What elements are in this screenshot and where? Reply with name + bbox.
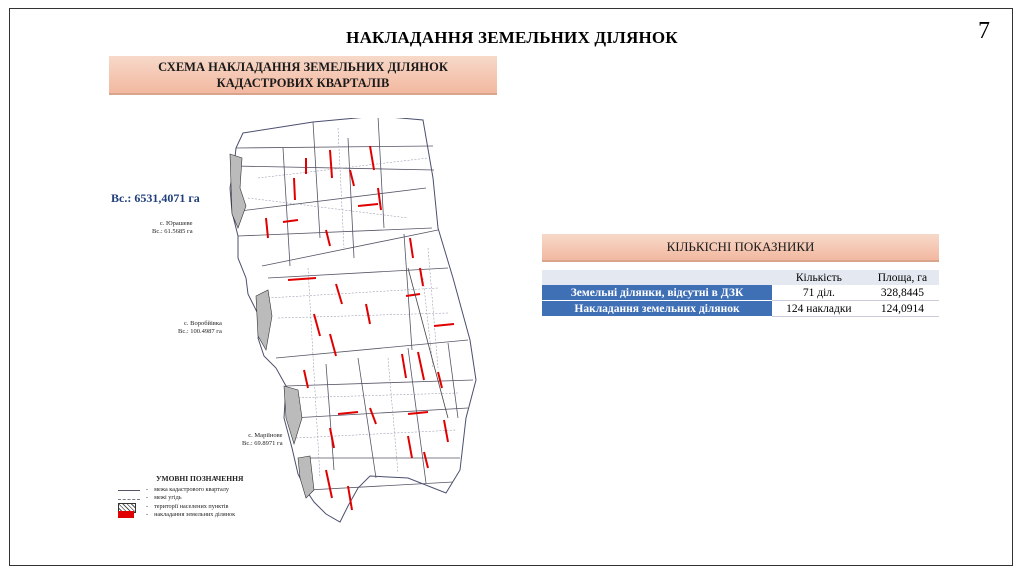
row-label: Накладання земельних ділянок <box>542 301 772 317</box>
page-number: 7 <box>978 18 990 44</box>
legend-title: УМОВНІ ПОЗНАЧЕННЯ <box>156 474 244 483</box>
total-area-label: Вс.: 6531,4071 га <box>111 191 200 205</box>
legend-item: - території населених пунктів <box>118 502 278 511</box>
quarter-boundary-symbol <box>118 490 140 491</box>
village-label-vorobiivka: с. Воробйівка Вс.: 100.4987 га <box>178 320 222 335</box>
column-header: Площа, га <box>866 270 939 285</box>
legend-item: - накладання земельних ділянок <box>118 511 278 520</box>
village-label-yurasheve: с. Юрашеве Вс.: 61.5685 га <box>152 220 193 235</box>
table-row <box>542 301 939 317</box>
village-label-mariinove: с. Маріїнове Вс.: 69.8971 га <box>242 432 283 447</box>
indicators-banner: КІЛЬКІСНІ ПОКАЗНИКИ <box>542 234 939 262</box>
row-label: Земельні ділянки, відсутні в ДЗК <box>542 285 772 301</box>
column-header: Кількість <box>772 270 866 285</box>
row-area: 328,8445 <box>866 285 939 301</box>
legend-item: - межі угідь <box>118 494 278 503</box>
table-header-row <box>542 270 939 285</box>
table-row <box>542 285 939 301</box>
page-title: НАКЛАДАННЯ ЗЕМЕЛЬНИХ ДІЛЯНОК <box>346 28 678 47</box>
scheme-banner-line1: СХЕМА НАКЛАДАННЯ ЗЕМЕЛЬНИХ ДІЛЯНОК <box>158 60 448 74</box>
indicators-table <box>542 270 939 317</box>
scheme-banner-line2: КАДАСТРОВИХ КВАРТАЛІВ <box>216 76 390 90</box>
map-legend <box>118 474 278 519</box>
landuse-boundary-symbol <box>118 499 140 500</box>
row-area: 124,0914 <box>866 301 939 317</box>
overlap-symbol <box>118 511 134 518</box>
row-count: 71 діл. <box>772 285 866 301</box>
row-count: 124 накладки <box>772 301 866 317</box>
legend-item: - межа кадастрового кварталу <box>118 485 278 494</box>
scheme-banner <box>109 56 497 95</box>
